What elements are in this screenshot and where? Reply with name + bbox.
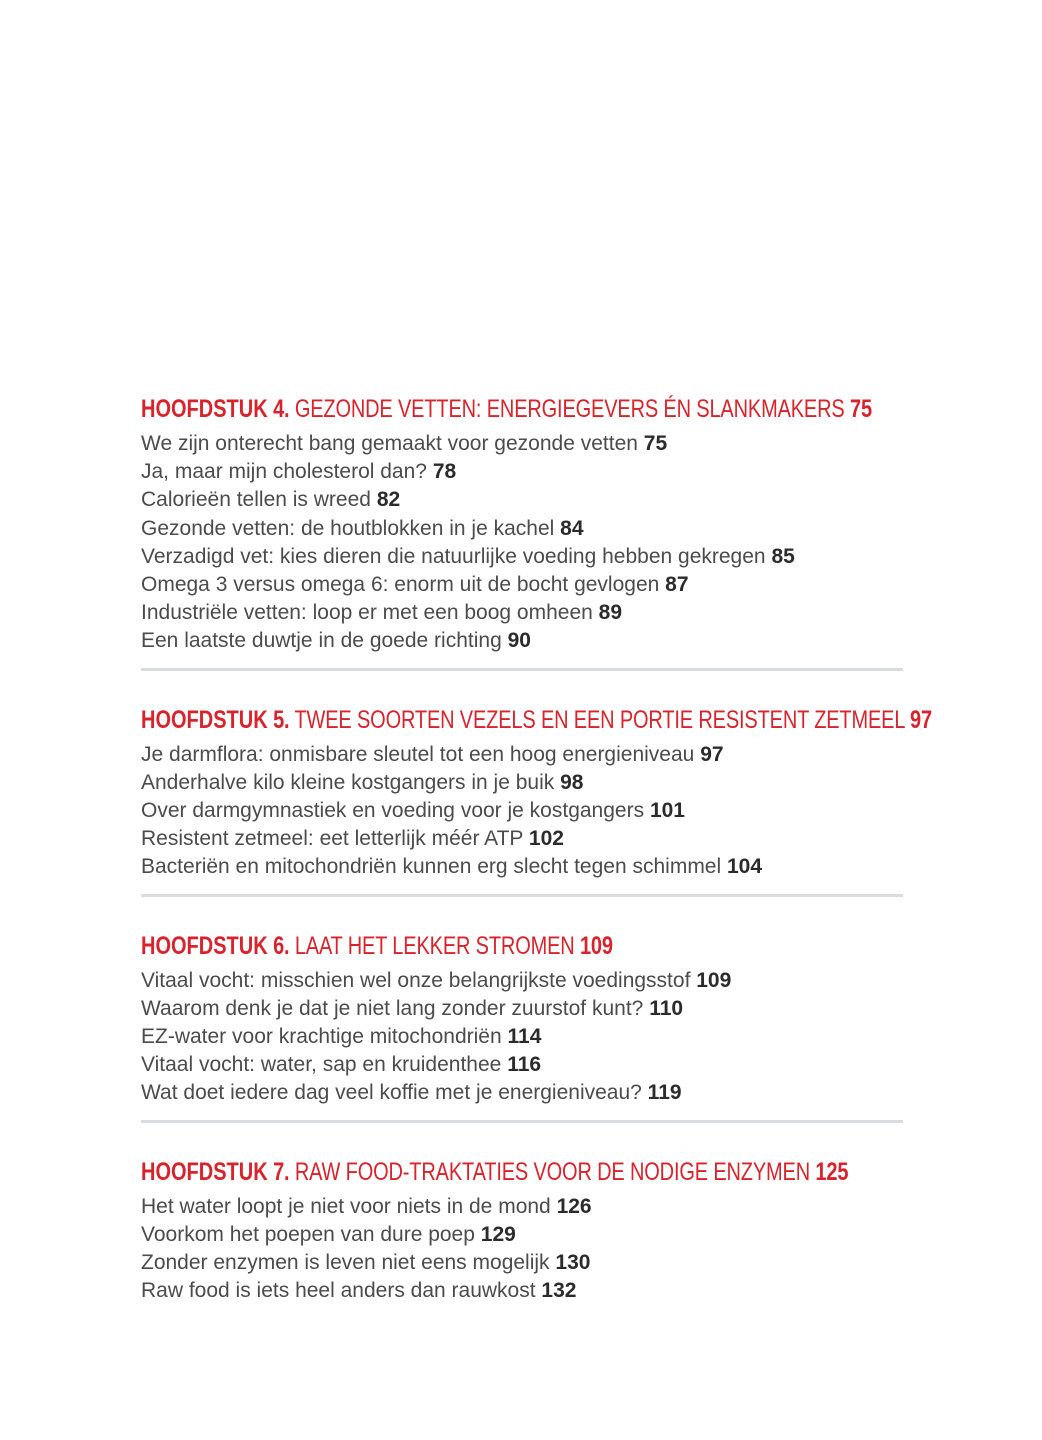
chapter-label: HOOFDSTUK <box>141 395 268 423</box>
entry-title: Ja, maar mijn cholesterol dan? <box>141 460 427 484</box>
chapter-entries <box>141 430 903 656</box>
chapter-entries <box>141 967 903 1108</box>
toc-entry <box>141 741 903 769</box>
entry-title: Calorieën tellen is wreed <box>141 488 371 512</box>
toc-entry <box>141 769 903 797</box>
toc-entry <box>141 599 903 627</box>
chapter-title: TWEE SOORTEN VEZELS EN EEN PORTIE RESISTENT ZETMEEL <box>294 705 905 734</box>
entry-page-number: 130 <box>555 1251 591 1275</box>
chapter-page-number: 125 <box>815 1157 849 1186</box>
toc-entry <box>141 995 903 1023</box>
chapter-entries <box>141 1193 903 1306</box>
entry-title: Het water loopt je niet voor niets in de mond <box>141 1194 551 1218</box>
entry-title: Wat doet iedere dag veel koffie met je energieniveau? <box>141 1081 642 1105</box>
entry-page-number: 114 <box>507 1025 542 1049</box>
entry-title: Raw food is iets heel anders dan rauwkost <box>141 1279 536 1303</box>
entry-page-number: 101 <box>649 799 685 823</box>
toc-entry <box>141 515 903 543</box>
section-divider <box>141 1120 903 1123</box>
entry-title: Industriële vetten: loop er met een boog omheen <box>141 601 593 625</box>
entry-title: Waarom denk je dat je niet lang zonder zuurstof kunt? <box>141 996 644 1020</box>
entry-page-number: 87 <box>665 573 689 597</box>
chapter-number: 4. <box>273 395 290 423</box>
toc-entry <box>141 627 903 655</box>
table-of-contents <box>141 0 932 1305</box>
toc-entry <box>141 1249 903 1277</box>
entry-title: Voorkom het poepen van dure poep <box>141 1222 475 1246</box>
chapter-heading <box>141 931 751 961</box>
entry-title: Vitaal vocht: water, sap en kruidenthee <box>141 1053 502 1077</box>
entry-page-number: 75 <box>643 432 668 455</box>
toc-entry <box>141 1221 903 1249</box>
toc-entry <box>141 1023 903 1051</box>
chapter-page-number: 109 <box>579 931 613 960</box>
entry-title: Resistent zetmeel: eet letterlijk méér ATP <box>141 827 524 851</box>
entry-title: EZ-water voor krachtige mitochondriën <box>141 1025 502 1049</box>
chapter-label: HOOFDSTUK <box>141 1157 268 1186</box>
toc-chapter <box>141 1157 903 1306</box>
chapter-heading <box>141 1157 849 1187</box>
toc-entry <box>141 458 903 486</box>
entry-page-number: 119 <box>647 1081 682 1105</box>
entry-page-number: 132 <box>541 1279 577 1303</box>
entry-page-number: 116 <box>507 1053 542 1077</box>
toc-entry <box>141 1051 903 1079</box>
chapter-title: RAW FOOD-TRAKTATIES VOOR DE NODIGE ENZYMEN <box>294 1157 810 1186</box>
entry-page-number: 97 <box>700 742 724 766</box>
entry-page-number: 110 <box>649 996 684 1020</box>
entry-page-number: 102 <box>528 827 564 851</box>
toc-entry <box>141 797 903 825</box>
entry-title: Omega 3 versus omega 6: enorm uit de bocht gevlogen <box>141 573 660 597</box>
entry-page-number: 84 <box>560 516 584 540</box>
toc-chapter <box>141 705 932 882</box>
entry-title: Een laatste duwtje in de goede richting <box>141 629 502 653</box>
entry-page-number: 78 <box>432 460 457 484</box>
entry-title: Gezonde vetten: de houtblokken in je kachel <box>141 516 555 540</box>
toc-entry <box>141 430 903 458</box>
entry-page-number: 109 <box>696 968 732 992</box>
entry-page-number: 98 <box>560 770 584 794</box>
chapter-title: LAAT HET LEKKER STROMEN <box>294 931 575 960</box>
entry-page-number: 89 <box>598 601 623 625</box>
toc-entry <box>141 1277 903 1305</box>
entry-page-number: 90 <box>507 629 531 653</box>
entry-title: Anderhalve kilo kleine kostgangers in je buik <box>141 770 555 794</box>
toc-entry <box>141 571 903 599</box>
section-divider <box>141 894 903 897</box>
entry-title: Bacteriën en mitochondriën kunnen erg slecht tegen schimmel <box>141 855 722 879</box>
toc-entry <box>141 543 903 571</box>
toc-entry <box>141 853 903 881</box>
toc-chapter <box>141 394 903 656</box>
entry-page-number: 85 <box>771 544 795 568</box>
chapter-number: 6. <box>273 931 290 960</box>
chapter-heading <box>141 705 932 735</box>
entry-page-number: 104 <box>727 855 763 879</box>
chapter-label: HOOFDSTUK <box>141 931 268 960</box>
entry-page-number: 126 <box>556 1194 592 1218</box>
chapter-label: HOOFDSTUK <box>141 705 268 734</box>
entry-title: Vitaal vocht: misschien wel onze belangrijkste voedingsstof <box>141 968 691 992</box>
chapter-page-number: 97 <box>909 705 932 734</box>
section-divider <box>141 668 903 671</box>
entry-title: Zonder enzymen is leven niet eens mogelijk <box>141 1251 550 1275</box>
toc-entry <box>141 825 903 853</box>
toc-chapter <box>141 931 903 1108</box>
chapter-number: 7. <box>273 1157 290 1186</box>
chapter-title: GEZONDE VETTEN: ENERGIEGEVERS ÉN SLANKMAKERS <box>294 395 845 423</box>
entry-title: Verzadigd vet: kies dieren die natuurlijke voeding hebben gekregen <box>141 544 766 568</box>
chapter-number: 5. <box>273 705 290 734</box>
chapter-entries <box>141 741 903 882</box>
entry-page-number: 129 <box>480 1222 516 1246</box>
toc-entry <box>141 486 903 514</box>
toc-entry <box>141 1193 903 1221</box>
chapter-page-number: 75 <box>849 395 872 423</box>
entry-page-number: 82 <box>376 488 401 512</box>
entry-title: Je darmflora: onmisbare sleutel tot een hoog energieniveau <box>141 742 695 766</box>
toc-entry <box>141 967 903 995</box>
entry-title: We zijn onterecht bang gemaakt voor gezonde vetten <box>141 432 638 455</box>
chapter-heading <box>141 394 872 424</box>
entry-title: Over darmgymnastiek en voeding voor je kostgangers <box>141 799 645 823</box>
toc-entry <box>141 1079 903 1107</box>
